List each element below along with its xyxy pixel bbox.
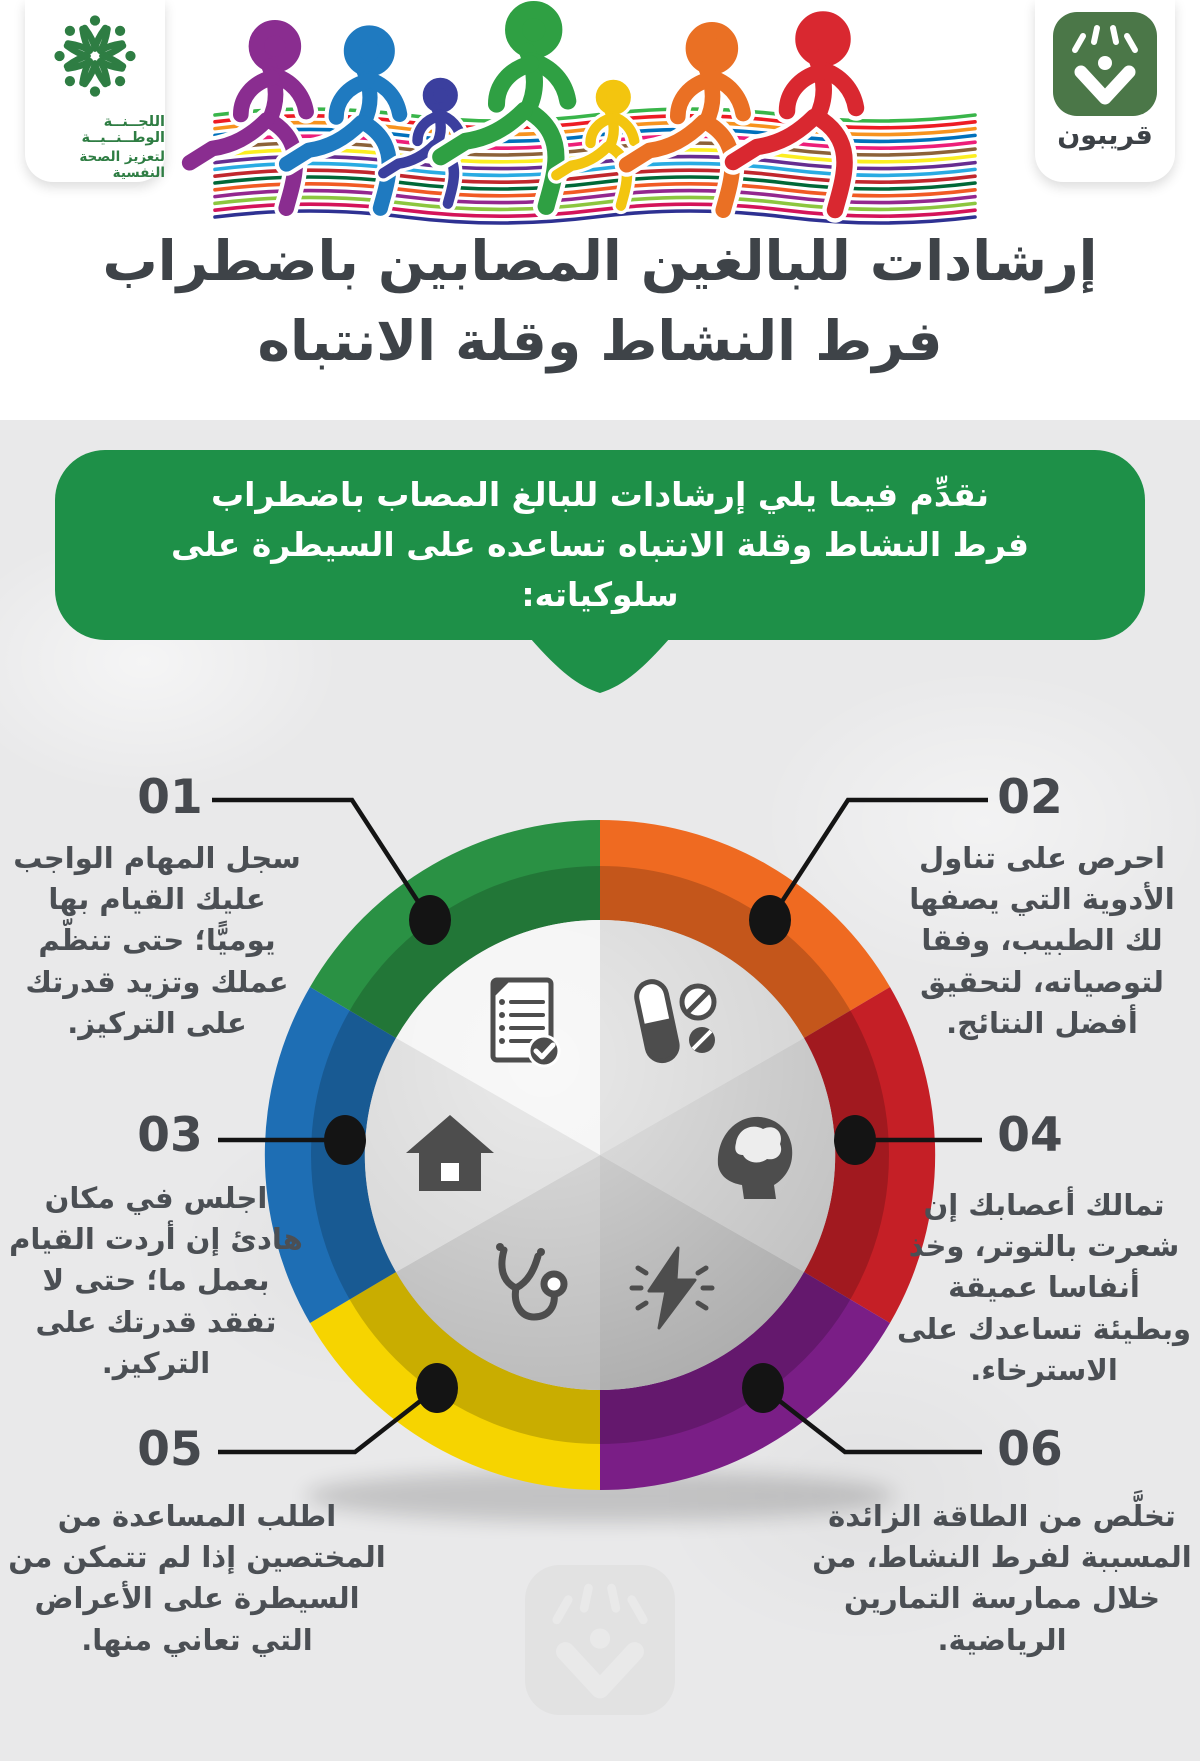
checklist-icon	[493, 980, 559, 1066]
callout-dot-01	[409, 895, 451, 945]
tip-04-text: تمالك أعصابك إن شعرت بالتوتر، وخذ أنفاسا عميقة وبطيئة تساعدك على الاسترخاء.	[896, 1188, 1192, 1387]
app-logo-icon	[1053, 12, 1157, 116]
page-title-line1: إرشادات للبالغين المصابين باضطراب	[102, 229, 1098, 293]
header	[0, 0, 1200, 420]
callout-dot-03	[324, 1115, 366, 1165]
organisation-logo-card	[25, 0, 165, 182]
content-section	[0, 420, 1200, 1761]
intro-text: نقدِّم فيما يلي إرشادات للبالغ المصاب باضطراب فرط النشاط وقلة الانتباه تساعده على السيطرة على سلوكياته:	[170, 474, 1030, 615]
tip-02-number: 02	[997, 770, 1063, 825]
tip-02-text: احرص على تناول الأدوية التي يصفها لك الطبيب، وفقا لتوصياته، لتحقيق أفضل النتائج.	[909, 841, 1175, 1040]
tip-03-number: 03	[137, 1108, 203, 1163]
app-name-label: قريبون	[1057, 120, 1153, 151]
tip-03-text: اجلس في مكان هادئ إن أردت القيام بعمل ما؛ حتى لا تفقد قدرتك على التركيز.	[9, 1181, 303, 1380]
tip-06-number: 06	[997, 1422, 1063, 1477]
organisation-name-line2: لتعزيز الصحة النفسية	[79, 149, 165, 181]
page-title	[0, 222, 1200, 382]
app-badge-card	[1035, 0, 1175, 182]
tip-04-number: 04	[997, 1108, 1063, 1163]
page-title-line2: فرط النشاط وقلة الانتباه	[257, 308, 943, 373]
callout-dot-02	[749, 895, 791, 945]
organisation-name-line1: اللجــنــة الوطــنــيــة	[81, 114, 165, 146]
tip-05-number: 05	[137, 1422, 203, 1477]
organisation-emblem-icon	[39, 0, 151, 112]
tip-01-number: 01	[137, 770, 203, 825]
callout-dot-06	[742, 1363, 784, 1413]
callout-dot-04	[834, 1115, 876, 1165]
callout-dot-05	[416, 1363, 458, 1413]
tip-06-text: تخلَّص من الطاقة الزائدة المسببة لفرط النشاط، من خلال ممارسة التمارين الرياضية.	[812, 1499, 1192, 1657]
tip-01-text: سجل المهام الواجب عليك القيام بها يوميًّا؛ حتى تنظّم عملك وتزيد قدرتك على التركيز.	[13, 841, 301, 1040]
tip-05-text: اطلب المساعدة من المختصين إذا لم تتمكن من السيطرة على الأعراض التي تعاني منها.	[8, 1499, 386, 1657]
